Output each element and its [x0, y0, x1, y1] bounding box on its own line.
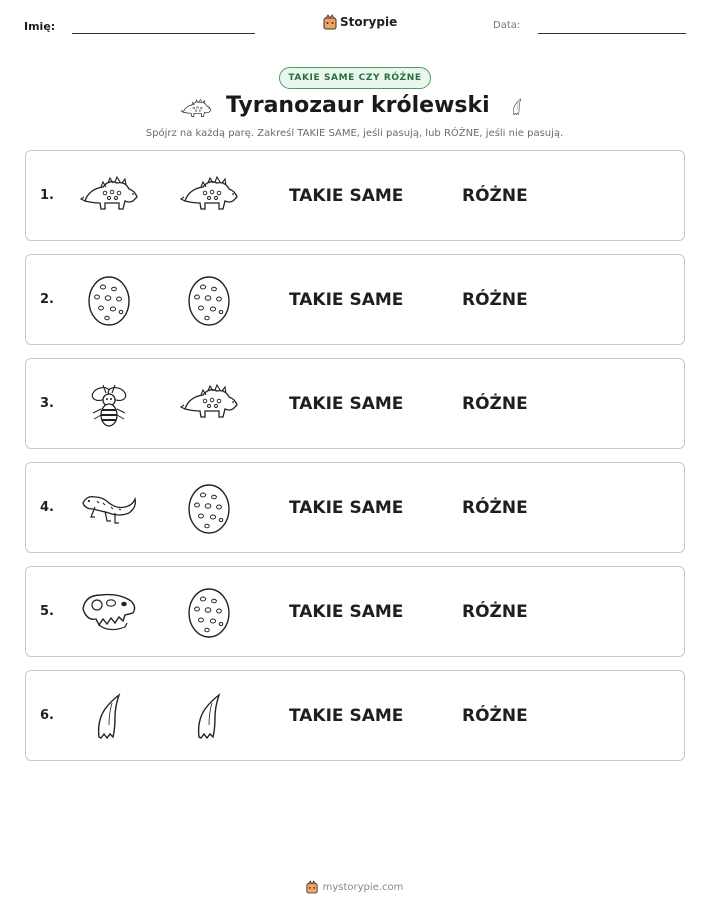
same-option[interactable]: TAKIE SAME — [289, 498, 404, 518]
question-list — [25, 150, 685, 774]
ankylosaurus-icon — [179, 171, 239, 223]
ankylosaurus-icon — [79, 171, 139, 223]
brand-name: Storypie — [340, 15, 398, 29]
different-option[interactable]: RÓŻNE — [462, 602, 528, 622]
egg-icon — [179, 587, 239, 639]
question-number: 6. — [40, 708, 54, 723]
tooth-icon — [506, 92, 528, 122]
same-option[interactable]: TAKIE SAME — [289, 186, 404, 206]
same-option[interactable]: TAKIE SAME — [289, 394, 404, 414]
bee-icon — [79, 379, 139, 431]
question-number: 2. — [40, 292, 54, 307]
brand — [323, 14, 397, 30]
title-row — [0, 92, 709, 124]
trex-skull-icon — [79, 587, 139, 639]
different-option[interactable]: RÓŻNE — [462, 706, 528, 726]
egg-icon — [79, 275, 139, 327]
tooth-icon — [179, 691, 239, 743]
ankylosaurus-icon — [180, 96, 212, 120]
question-number: 1. — [40, 188, 54, 203]
egg-icon — [179, 483, 239, 535]
footer — [0, 880, 709, 894]
question-number: 3. — [40, 396, 54, 411]
lizard-icon — [79, 483, 139, 535]
page-title: Tyranozaur królewski — [226, 93, 490, 118]
question-row — [25, 150, 685, 241]
different-option[interactable]: RÓŻNE — [462, 290, 528, 310]
same-option[interactable]: TAKIE SAME — [289, 706, 404, 726]
instructions: Spójrz na każdą parę. Zakreśl TAKIE SAME, jeśli pasują, lub RÓŻNE, jeśli nie pasują. — [145, 128, 564, 139]
question-number: 4. — [40, 500, 54, 515]
same-option[interactable]: TAKIE SAME — [289, 290, 404, 310]
different-option[interactable]: RÓŻNE — [462, 186, 528, 206]
question-row — [25, 566, 685, 657]
question-row — [25, 670, 685, 761]
storypie-logo-icon — [323, 14, 337, 30]
date-label: Data: — [493, 20, 521, 31]
question-row — [25, 358, 685, 449]
ankylosaurus-icon — [179, 379, 239, 431]
date-line[interactable] — [538, 33, 686, 34]
different-option[interactable]: RÓŻNE — [462, 498, 528, 518]
footer-url: mystorypie.com — [322, 881, 404, 893]
different-option[interactable]: RÓŻNE — [462, 394, 528, 414]
name-label: Imię: — [24, 20, 56, 33]
question-row — [25, 254, 685, 345]
activity-badge: TAKIE SAME CZY RÓŻNE — [279, 67, 431, 89]
storypie-logo-icon — [306, 880, 318, 894]
question-number: 5. — [40, 604, 54, 619]
tooth-icon — [79, 691, 139, 743]
question-row — [25, 462, 685, 553]
name-line[interactable] — [72, 33, 255, 34]
same-option[interactable]: TAKIE SAME — [289, 602, 404, 622]
worksheet-header — [0, 12, 709, 42]
egg-icon — [179, 275, 239, 327]
